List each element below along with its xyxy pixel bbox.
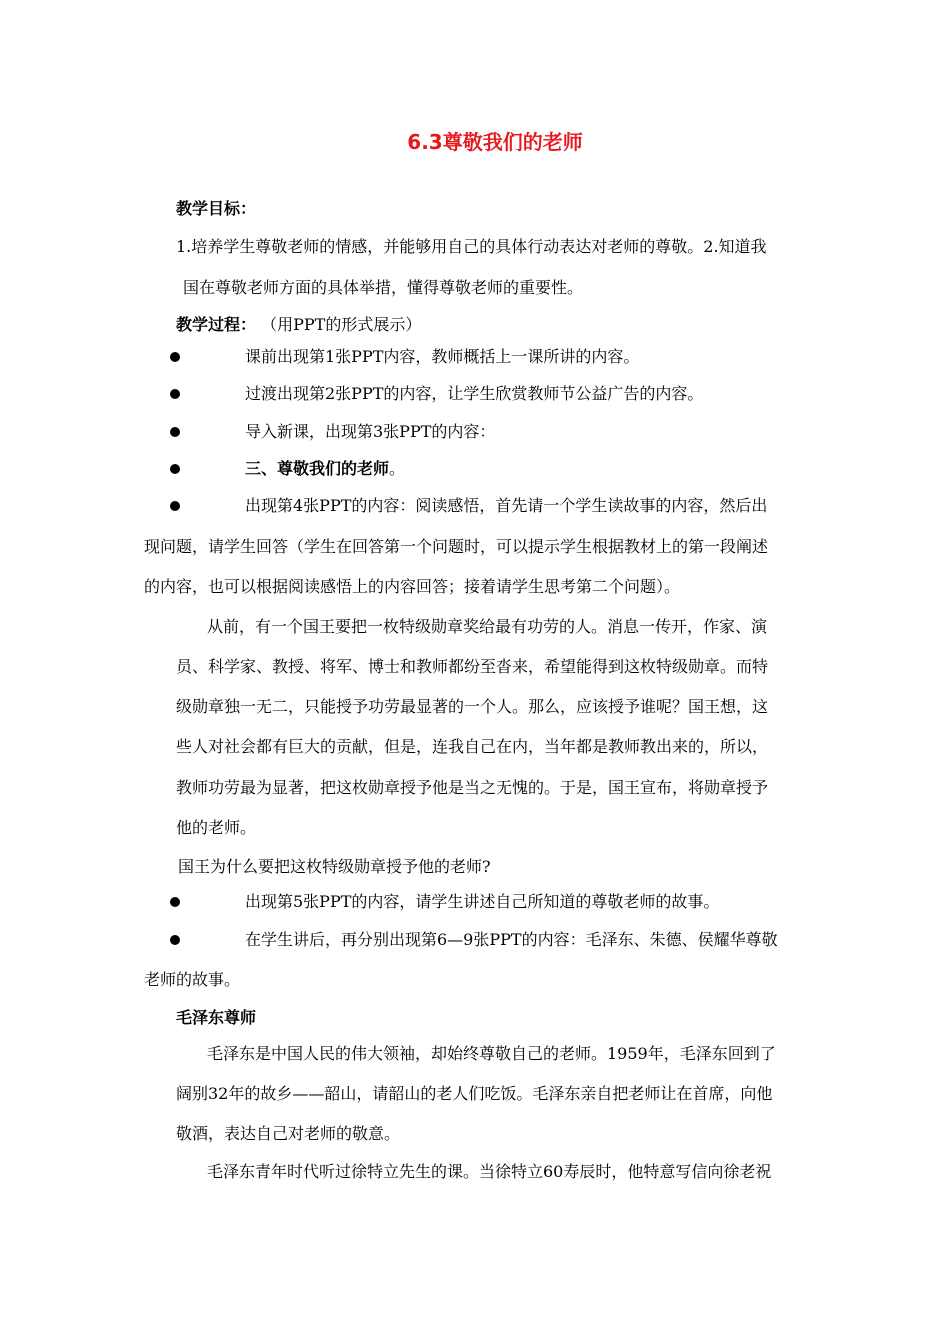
goals-heading: 教学目标： <box>176 199 257 218</box>
bullet-5-line-3: 的内容，也可以根据阅读感悟上的内容回答；接着请学生思考第二个问题）。 <box>144 577 681 596</box>
bullet-4-period: 。 <box>389 459 406 478</box>
bullet-dot <box>170 427 180 437</box>
bullet-4-line <box>245 459 405 479</box>
story-line-4: 些人对社会都有巨大的贡献，但是，连我自己在内，当年都是教师教出来的，所以， <box>176 737 769 756</box>
mao-section-heading: 毛泽东尊师 <box>176 1008 257 1027</box>
bullet-dot <box>170 935 180 945</box>
bullet-dot <box>170 501 180 511</box>
bullet-6-text: 出现第5张PPT的内容，请学生讲述自己所知道的尊敬老师的故事。 <box>245 892 720 911</box>
story-line-5: 教师功劳最为显著，把这枚勋章授予他是当之无愧的。于是，国王宣布，将勋章授予 <box>176 778 769 797</box>
bullet-3-text: 导入新课，出现第3张PPT的内容： <box>245 422 496 441</box>
bullet-dot <box>170 464 180 474</box>
process-line <box>176 315 421 335</box>
story-line-6: 他的老师。 <box>176 818 257 837</box>
document-title: 6.3尊敬我们的老师 <box>407 130 583 154</box>
story-line-2: 员、科学家、教授、将军、博士和教师都纷至沓来，希望能得到这枚特级勋章。而特 <box>176 657 769 676</box>
bullet-dot <box>170 897 180 907</box>
story-line-1: 从前，有一个国王要把一枚特级勋章奖给最有功劳的人。消息一传开，作家、演 <box>207 617 768 636</box>
process-note: （用PPT的形式展示） <box>261 315 422 334</box>
process-heading: 教学过程： <box>176 315 257 334</box>
story-question: 国王为什么要把这枚特级勋章授予他的老师? <box>178 857 491 876</box>
mao-p1-line-2: 阔别32年的故乡——韶山，请韶山的老人们吃饭。毛泽东亲自把老师让在首席，向他 <box>176 1084 773 1103</box>
bullet-2-text: 过渡出现第2张PPT的内容，让学生欣赏教师节公益广告的内容。 <box>245 384 704 403</box>
goals-line-2: 国在尊敬老师方面的具体举措，懂得尊敬老师的重要性。 <box>183 278 584 297</box>
bullet-7-line-2: 老师的故事。 <box>144 970 241 989</box>
bullet-4-bold-text: 三、尊敬我们的老师 <box>245 459 390 478</box>
bullet-5-line-2: 现问题，请学生回答（学生在回答第一个问题时，可以提示学生根据教材上的第一段阐述 <box>144 537 769 556</box>
goals-line-1: 1.培养学生尊敬老师的情感，并能够用自己的具体行动表达对老师的尊敬。2.知道我 <box>176 237 767 256</box>
mao-p1-line-3: 敬酒，表达自己对老师的敬意。 <box>176 1124 401 1143</box>
bullet-7-line-1: 在学生讲后，再分别出现第6—9张PPT的内容：毛泽东、朱德、侯耀华尊敬 <box>245 930 778 949</box>
bullet-5-line-1: 出现第4张PPT的内容：阅读感悟，首先请一个学生读故事的内容，然后出 <box>245 496 768 515</box>
bullet-1-text: 课前出现第1张PPT内容，教师概括上一课所讲的内容。 <box>245 347 640 366</box>
story-line-3: 级勋章独一无二，只能授予功劳最显著的一个人。那么，应该授予谁呢？国王想，这 <box>176 697 769 716</box>
mao-p2-line-1: 毛泽东青年时代听过徐特立先生的课。当徐特立60寿辰时，他特意写信向徐老祝 <box>207 1162 772 1181</box>
bullet-dot <box>170 352 180 362</box>
bullet-dot <box>170 389 180 399</box>
mao-p1-line-1: 毛泽东是中国人民的伟大领袖，却始终尊敬自己的老师。1959年，毛泽东回到了 <box>207 1044 776 1063</box>
